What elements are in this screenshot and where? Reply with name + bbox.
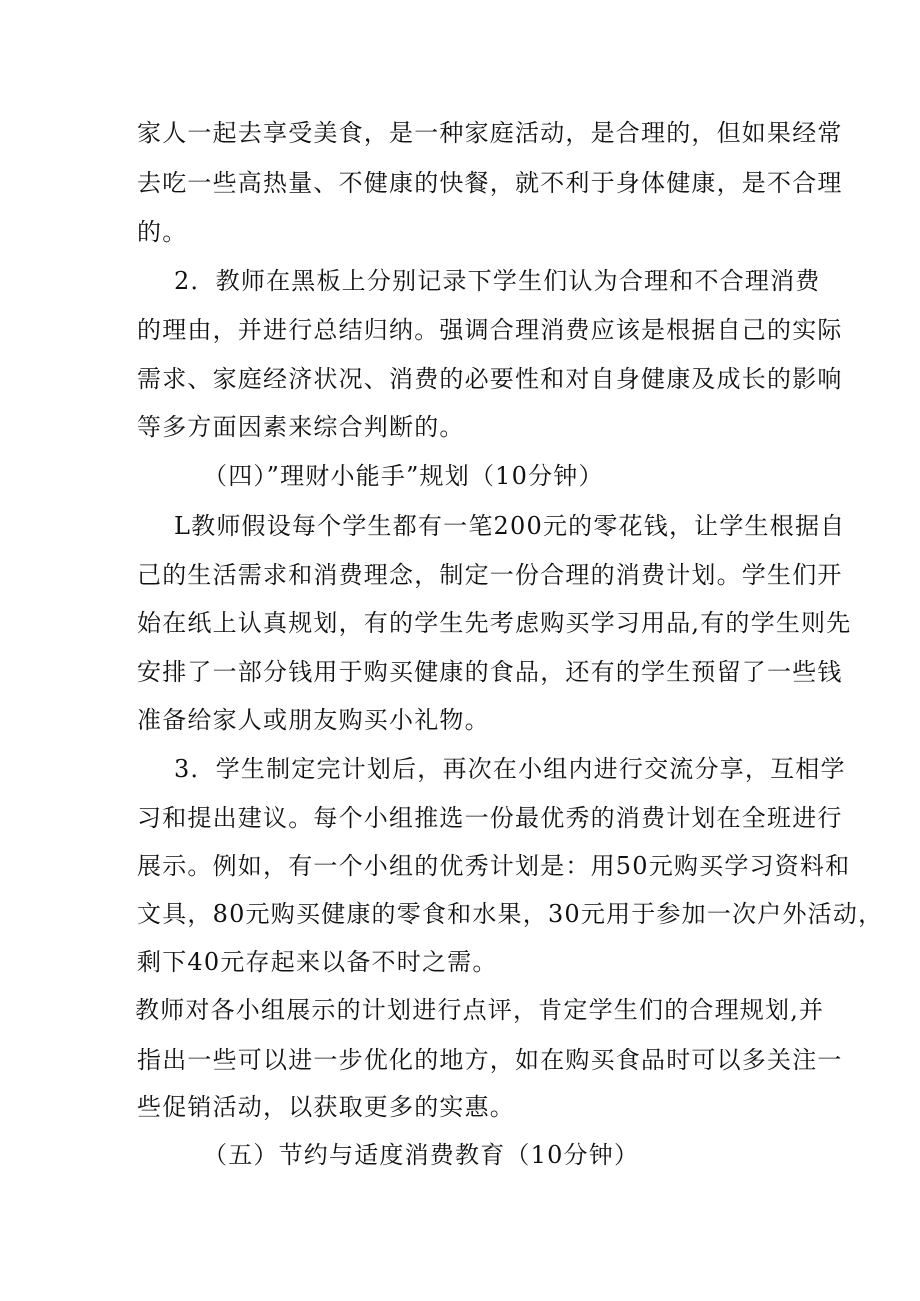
- text-line: 始在纸上认真规划，有的学生先考虑购买学习用品,有的学生则先: [137, 609, 852, 637]
- text-line: 些促销活动，以获取更多的实惠。: [137, 1093, 515, 1121]
- text-line: 去吃一些高热量、不健康的快餐，就不利于身体健康，是不合理: [137, 169, 843, 197]
- section-heading: （五）节约与适度消费教育（10分钟）: [203, 1141, 640, 1169]
- text-line: 己的生活需求和消费理念，制定一份合理的消费计划。学生们开: [137, 561, 843, 589]
- section-heading: （四）”理财小能手”规划（10分钟）: [203, 462, 604, 490]
- text-line: 需求、家庭经济状况、消费的必要性和对自身健康及成长的影响: [137, 365, 843, 393]
- text-line: 展示。例如，有一个小组的优秀计划是：用50元购买学习资料和: [137, 852, 851, 880]
- text-line: 3．学生制定完计划后，再次在小组内进行交流分享，互相学: [174, 755, 846, 783]
- text-line: 的理由，并进行总结归纳。强调合理消费应该是根据自己的实际: [137, 316, 843, 344]
- text-line: 安排了一部分钱用于购买健康的食品，还有的学生预留了一些钱: [137, 658, 843, 686]
- text-line: 的。: [137, 218, 188, 246]
- text-line: 家人一起去享受美食，是一种家庭活动，是合理的，但如果经常: [137, 119, 843, 147]
- text-line: 指出一些可以进一步优化的地方，如在购买食品时可以多关注一: [137, 1046, 843, 1074]
- text-line: 2．教师在黑板上分别记录下学生们认为合理和不合理消费: [174, 267, 821, 295]
- text-line: 准备给家人或朋友购买小礼物。: [137, 706, 490, 734]
- text-line: 教师对各小组展示的计划进行点评，肯定学生们的合理规划,并: [135, 996, 825, 1024]
- text-line: 等多方面因素来综合判断的。: [137, 413, 465, 441]
- text-line: L教师假设每个学生都有一笔200元的零花钱，让学生根据自: [174, 512, 846, 540]
- text-line: 剩下40元存起来以备不时之需。: [137, 948, 498, 976]
- text-line: 文具，80元购买健康的零食和水果，30元用于参加一次户外活动，: [137, 900, 884, 928]
- text-line: 习和提出建议。每个小组推选一份最优秀的消费计划在全班进行: [137, 804, 843, 832]
